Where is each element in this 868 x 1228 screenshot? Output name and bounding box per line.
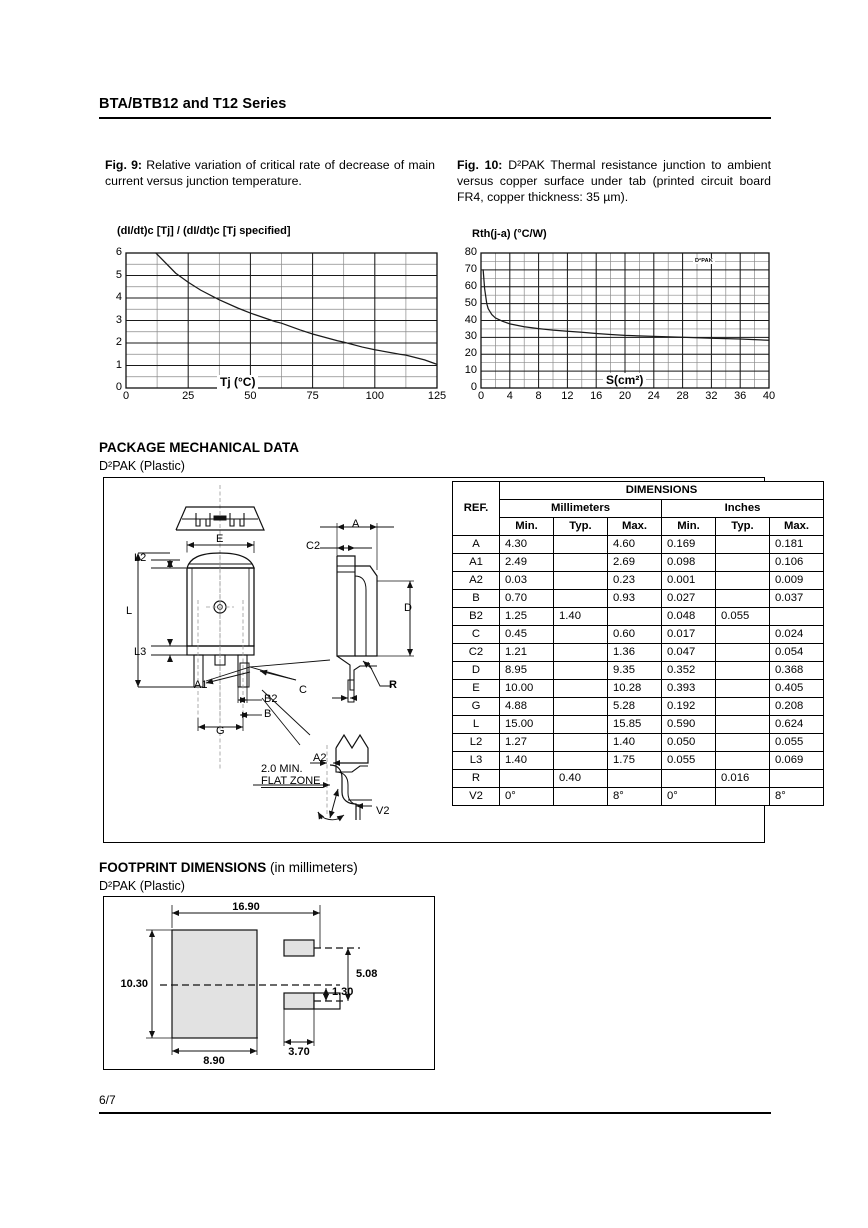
page-title: BTA/BTB12 and T12 Series [99, 96, 287, 112]
header-mm-typ: Typ. [554, 518, 608, 536]
cell-in-min: 0.017 [662, 626, 716, 644]
cell-in-min: 0.055 [662, 752, 716, 770]
y-tick-label: 20 [464, 347, 477, 360]
cell-ref: A2 [453, 572, 500, 590]
cell-in-max: 0.405 [770, 680, 824, 698]
y-tick-label: 70 [464, 262, 477, 275]
x-tick-label: 24 [647, 390, 660, 402]
cell-in-max: 0.368 [770, 662, 824, 680]
y-tick-label: 6 [115, 246, 122, 258]
cell-in-min: 0.001 [662, 572, 716, 590]
flat-zone-note-line2: FLAT ZONE [261, 775, 321, 787]
page-number: 6/7 [99, 1093, 116, 1107]
x-tick-label: 0 [477, 390, 485, 402]
cell-mm-min: 2.49 [500, 554, 554, 572]
footprint-subheading: D²PAK (Plastic) [99, 879, 185, 893]
cell-in-min: 0.027 [662, 590, 716, 608]
cell-in-max: 0.208 [770, 698, 824, 716]
cell-mm-max: 0.23 [608, 572, 662, 590]
y-tick-label: 4 [115, 291, 122, 303]
cell-in-max: 0.181 [770, 536, 824, 554]
cell-mm-max: 9.35 [608, 662, 662, 680]
cell-mm-max: 8° [608, 788, 662, 806]
figure-9-label: Fig. 9: [105, 158, 143, 172]
cell-in-max: 0.106 [770, 554, 824, 572]
dim-label-l: L [126, 605, 133, 617]
dim-label-e: E [216, 533, 224, 545]
dim-label-l2: L2 [134, 552, 147, 564]
y-tick-label: 0 [115, 381, 122, 393]
cell-in-min: 0.590 [662, 716, 716, 734]
y-tick-label: 1 [115, 358, 122, 371]
cell-ref: R [453, 770, 500, 788]
cell-in-min: 0.169 [662, 536, 716, 554]
x-tick-label: 0 [122, 390, 130, 402]
cell-mm-max: 5.28 [608, 698, 662, 716]
cell-mm-min: 1.40 [500, 752, 554, 770]
cell-ref: L2 [453, 734, 500, 752]
cell-in-min: 0.047 [662, 644, 716, 662]
x-tick-label: 40 [762, 390, 776, 402]
y-tick-label: 30 [464, 330, 477, 343]
cell-in-min: 0° [662, 788, 716, 806]
header-mm-max: Max. [608, 518, 662, 536]
cell-mm-typ: 0.40 [554, 770, 608, 788]
y-tick-label: 60 [464, 279, 477, 292]
cell-ref: L3 [453, 752, 500, 770]
figure-10-label: Fig. 10: [457, 158, 503, 172]
dim-label-c2: C2 [306, 540, 321, 552]
cell-in-min: 0.050 [662, 734, 716, 752]
cell-mm-min: 15.00 [500, 716, 554, 734]
cell-mm-min: 0.45 [500, 626, 554, 644]
cell-in-max: 0.037 [770, 590, 824, 608]
dim-label-b: B [264, 708, 272, 720]
cell-in-min: 0.393 [662, 680, 716, 698]
x-tick-label: 25 [182, 390, 195, 402]
dim-label-d: D [404, 602, 412, 614]
cell-in-max: 8° [770, 788, 824, 806]
header-dimensions: DIMENSIONS [500, 482, 824, 500]
x-tick-label: 50 [244, 390, 257, 402]
cell-mm-max: 0.60 [608, 626, 662, 644]
header-inches: Inches [662, 500, 824, 518]
cell-ref: C [453, 626, 500, 644]
x-tick-label: 12 [561, 390, 574, 402]
footprint-dim-lead-width: 3.70 [288, 1046, 310, 1058]
cell-in-min: 0.192 [662, 698, 716, 716]
cell-ref: E [453, 680, 500, 698]
x-tick-label: 125 [427, 390, 447, 402]
cell-in-max: 0.624 [770, 716, 824, 734]
cell-mm-max: 2.69 [608, 554, 662, 572]
y-tick-label: 80 [464, 246, 477, 258]
dim-label-v2: V2 [376, 805, 390, 817]
cell-mm-min: 0.70 [500, 590, 554, 608]
cell-in-max: 0.009 [770, 572, 824, 590]
figure-10-x-inline-label: S(cm²) [603, 373, 646, 387]
footprint-dim-small-gap: 1.30 [332, 986, 354, 998]
y-tick-label: 50 [464, 296, 477, 309]
header-ref: REF. [453, 482, 500, 536]
cell-in-typ: 0.055 [716, 608, 770, 626]
dim-label-a2: A2 [313, 752, 327, 764]
package-mechanical-subheading: D²PAK (Plastic) [99, 459, 185, 473]
cell-mm-min: 0.03 [500, 572, 554, 590]
y-tick-label: 5 [115, 268, 122, 281]
x-tick-label: 100 [365, 390, 384, 402]
cell-ref: B2 [453, 608, 500, 626]
footprint-dim-width-top: 16.90 [232, 901, 260, 913]
cell-mm-min: 4.88 [500, 698, 554, 716]
x-tick-label: 28 [676, 390, 689, 402]
header-in-max: Max. [770, 518, 824, 536]
cell-mm-min: 1.21 [500, 644, 554, 662]
cell-ref: L [453, 716, 500, 734]
cell-in-max: 0.054 [770, 644, 824, 662]
figure-10-curve-label: D²PAK [695, 258, 714, 264]
cell-mm-max: 4.60 [608, 536, 662, 554]
figure-10-caption-text: D²PAK Thermal resistance junction to ambient versus copper surface under tab (printed circuit board FR4, copper thickness: 35 µm). [457, 158, 772, 205]
cell-ref: C2 [453, 644, 500, 662]
footer-rule [99, 1112, 771, 1114]
footprint-heading-bold: FOOTPRINT DIMENSIONS [99, 860, 267, 875]
figure-9-y-axis-title: (dI/dt)c [Tj] / (dI/dt)c [Tj specified] [117, 225, 291, 237]
y-tick-label: 0 [470, 381, 477, 393]
footprint-dim-gap-right: 5.08 [356, 968, 378, 980]
dim-label-a1: A1 [194, 679, 208, 691]
cell-mm-max: 0.93 [608, 590, 662, 608]
figure-9-caption-text: Relative variation of critical rate of decrease of main current versus junction temperature. [105, 158, 435, 189]
cell-mm-max: 1.40 [608, 734, 662, 752]
cell-mm-min: 4.30 [500, 536, 554, 554]
cell-in-min: 0.098 [662, 554, 716, 572]
x-tick-label: 32 [705, 390, 718, 402]
cell-ref: B [453, 590, 500, 608]
figure-9-x-inline-label: Tj (°C) [217, 375, 258, 389]
cell-mm-max: 1.36 [608, 644, 662, 662]
figure-10-y-axis-title: Rth(j-a) (°C/W) [472, 228, 547, 240]
cell-mm-max: 10.28 [608, 680, 662, 698]
footprint-heading-light: (in millimeters) [266, 860, 358, 875]
cell-mm-min: 8.95 [500, 662, 554, 680]
footprint-dim-height-left: 10.30 [120, 978, 148, 990]
y-tick-label: 3 [115, 313, 122, 326]
header-millimeters: Millimeters [500, 500, 662, 518]
dim-label-c: C [299, 684, 307, 696]
x-tick-label: 36 [734, 390, 747, 402]
dim-label-l3: L3 [134, 646, 147, 658]
x-tick-label: 75 [306, 390, 319, 402]
dim-label-a: A [352, 518, 360, 530]
cell-ref: V2 [453, 788, 500, 806]
cell-mm-min: 1.27 [500, 734, 554, 752]
cell-mm-max: 15.85 [608, 716, 662, 734]
cell-mm-min: 0° [500, 788, 554, 806]
header-mm-min: Min. [500, 518, 554, 536]
dim-label-g: G [216, 725, 225, 737]
dim-label-r: R [389, 679, 397, 691]
footprint-dim-pad-width: 8.90 [203, 1055, 225, 1067]
cell-in-max: 0.024 [770, 626, 824, 644]
x-tick-label: 4 [506, 390, 513, 402]
y-tick-label: 40 [464, 313, 477, 326]
cell-mm-typ: 1.40 [554, 608, 608, 626]
cell-in-min: 0.352 [662, 662, 716, 680]
cell-mm-min: 10.00 [500, 680, 554, 698]
cell-in-typ: 0.016 [716, 770, 770, 788]
cell-ref: G [453, 698, 500, 716]
cell-ref: A1 [453, 554, 500, 572]
x-tick-label: 20 [618, 390, 632, 402]
y-tick-label: 2 [115, 336, 122, 348]
header-in-min: Min. [662, 518, 716, 536]
cell-ref: D [453, 662, 500, 680]
header-in-typ: Typ. [716, 518, 770, 536]
x-tick-label: 8 [535, 390, 542, 402]
cell-mm-min: 1.25 [500, 608, 554, 626]
cell-in-max: 0.069 [770, 752, 824, 770]
y-tick-label: 10 [464, 364, 477, 377]
cell-mm-max: 1.75 [608, 752, 662, 770]
cell-in-min: 0.048 [662, 608, 716, 626]
cell-ref: A [453, 536, 500, 554]
package-mechanical-heading: PACKAGE MECHANICAL DATA [99, 440, 299, 455]
dim-label-b2: B2 [264, 693, 278, 705]
x-tick-label: 16 [590, 390, 603, 402]
cell-in-max: 0.055 [770, 734, 824, 752]
flat-zone-note-line1: 2.0 MIN. [261, 763, 303, 775]
